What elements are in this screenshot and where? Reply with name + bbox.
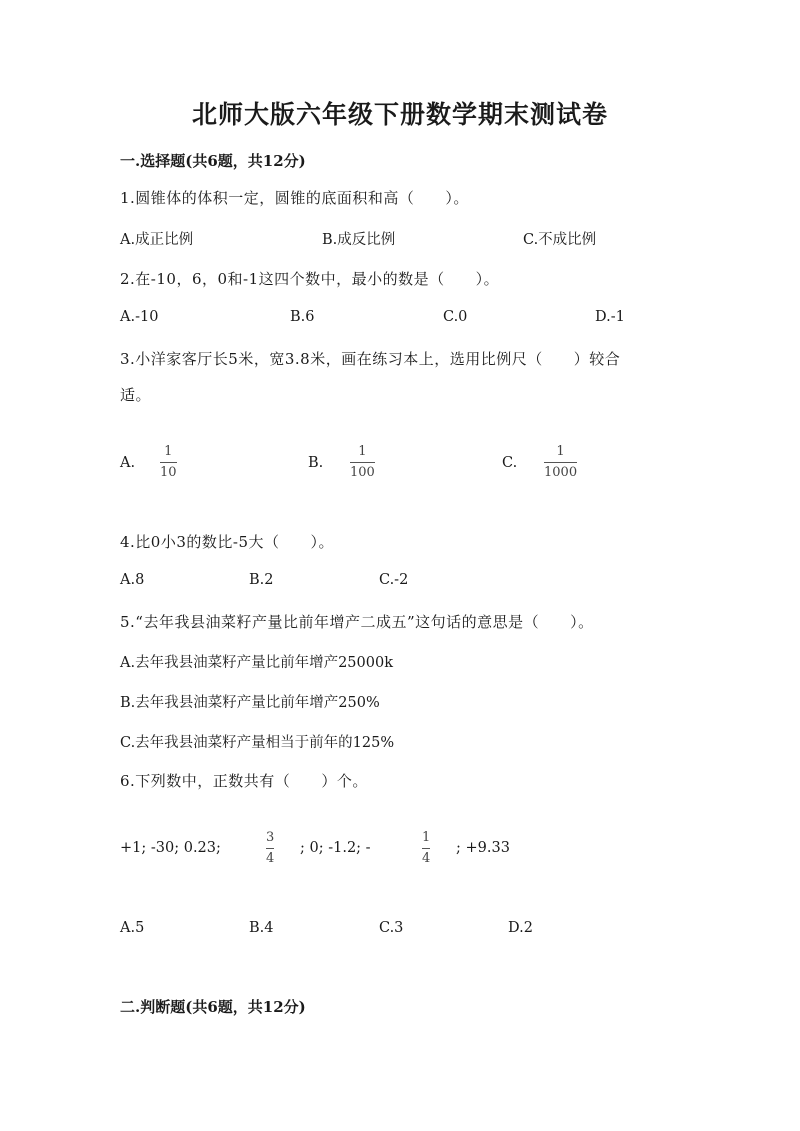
q1-option-b[interactable]: B.成反比例 <box>322 232 396 248</box>
q6-numbers-part-2: ; 0; -1.2; - <box>300 840 371 856</box>
q6-numbers-part-1: +1; -30; 0.23; <box>120 840 221 856</box>
q2-option-d[interactable]: D.-1 <box>595 309 625 325</box>
fraction-denominator: 4 <box>266 851 275 866</box>
question-5: 5.“去年我县油菜籽产量比前年增产二成五”这句话的意思是（ ）。 <box>120 613 594 631</box>
fraction-denominator: 100 <box>350 465 375 480</box>
q6-option-d[interactable]: D.2 <box>508 920 533 936</box>
question-4: 4.比0小3的数比-5大（ ）。 <box>120 533 335 551</box>
fraction-bar <box>544 462 577 463</box>
q2-option-c[interactable]: C.0 <box>443 309 468 325</box>
question-2: 2.在-10，6，0和-1这四个数中，最小的数是（ ）。 <box>120 270 500 288</box>
q3-option-a[interactable]: A. <box>120 455 136 471</box>
q6-option-a[interactable]: A.5 <box>120 920 145 936</box>
q5-option-a[interactable]: A.去年我县油菜籽产量比前年增产25000k <box>120 655 393 671</box>
page-title: 北师大版六年级下册数学期末测试卷 <box>191 100 608 129</box>
fraction-denominator: 4 <box>422 851 431 866</box>
fraction-numerator: 1 <box>422 830 431 845</box>
q4-option-a[interactable]: A.8 <box>120 572 145 588</box>
question-3: 3.小洋家客厅长5米，宽3.8米，画在练习本上，选用比例尺（ ）较合 <box>120 350 621 368</box>
fraction-numerator: 1 <box>164 444 173 459</box>
q3-option-b[interactable]: B. <box>308 455 324 471</box>
q3-option-a-fraction <box>160 444 177 481</box>
q2-option-a[interactable]: A.-10 <box>120 309 159 325</box>
q1-option-c[interactable]: C.不成比例 <box>523 232 597 248</box>
fraction-denominator: 1000 <box>544 465 578 480</box>
question-6: 6.下列数中，正数共有（ ）个。 <box>120 772 368 790</box>
fraction-numerator: 1 <box>556 444 565 459</box>
fraction-bar <box>266 848 274 849</box>
fraction-denominator: 10 <box>160 465 177 480</box>
section-heading-choice: 一.选择题(共6题，共12分) <box>120 152 306 170</box>
q4-option-c[interactable]: C.-2 <box>379 572 409 588</box>
q3-option-c-fraction <box>544 444 577 481</box>
q4-option-b[interactable]: B.2 <box>249 572 274 588</box>
q6-option-c[interactable]: C.3 <box>379 920 404 936</box>
fraction-bar <box>350 462 375 463</box>
q5-option-b[interactable]: B.去年我县油菜籽产量比前年增产250% <box>120 695 380 711</box>
q6-option-b[interactable]: B.4 <box>249 920 274 936</box>
fraction-numerator: 1 <box>358 444 367 459</box>
fraction-bar <box>160 462 177 463</box>
q6-fraction-one-quarter <box>422 830 430 867</box>
q1-option-a[interactable]: A.成正比例 <box>120 232 194 248</box>
fraction-numerator: 3 <box>266 830 275 845</box>
q5-option-c[interactable]: C.去年我县油菜籽产量相当于前年的125% <box>120 735 395 751</box>
section-heading-judgment: 二.判断题(共6题，共12分) <box>120 998 306 1016</box>
q3-option-c[interactable]: C. <box>502 455 518 471</box>
q6-numbers-part-3: ; +9.33 <box>456 840 510 856</box>
q6-fraction-three-quarters <box>266 830 274 867</box>
question-1: 1.圆锥体的体积一定，圆锥的底面积和高（ ）。 <box>120 189 469 207</box>
question-3-line-2: 适。 <box>120 386 152 404</box>
q3-option-b-fraction <box>350 444 375 481</box>
fraction-bar <box>422 848 430 849</box>
q2-option-b[interactable]: B.6 <box>290 309 315 325</box>
